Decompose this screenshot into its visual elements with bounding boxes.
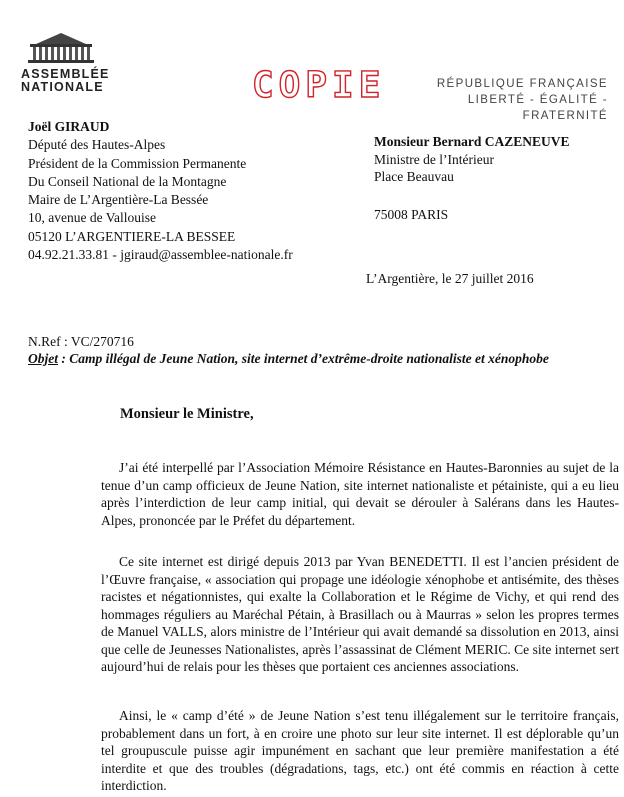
paragraph-text: Ainsi, le « camp d’été » de Jeune Nation s’est tenu illégalement sur le territoire français, probablement dans un fort, à en croire une photo sur leur site internet. Il est déplorable qu’un tel groupuscule puisse agir impunément en sachant que leur première manifestation a été interdite et que des troubles (dégradations, tags, etc.) ont été commis en réaction à cette interdiction. — [101, 708, 619, 793]
recipient-city: 75008 PARIS — [374, 206, 449, 222]
sender-name: Joël GIRAUD — [28, 119, 110, 134]
reference-block — [28, 333, 549, 367]
reference-number: N.Ref : VC/270716 — [28, 334, 134, 349]
logo-line-2: NATIONALE — [21, 80, 104, 94]
subject-line — [28, 350, 549, 367]
assemblee-building-icon — [28, 30, 94, 64]
republic-line-1: RÉPUBLIQUE FRANÇAISE — [436, 78, 608, 90]
copie-stamp: COPIE — [252, 65, 386, 106]
sender-line: 05120 L’ARGENTIERE-LA BESSEE — [28, 228, 236, 244]
body-paragraph-1 — [101, 459, 619, 529]
salutation: Monsieur le Ministre, — [120, 406, 254, 422]
republic-line-2: LIBERTÉ - ÉGALITÉ - FRATERNITÉ — [467, 94, 608, 122]
recipient-name: Monsieur Bernard CAZENEUVE — [374, 134, 570, 149]
republique-francaise-header — [405, 76, 608, 124]
recipient-block — [374, 133, 570, 223]
sender-block — [28, 118, 293, 264]
body-paragraph-2 — [101, 553, 619, 676]
recipient-title: Ministre de l’Intérieur — [374, 151, 494, 167]
sender-line: Maire de L’Argentière-La Bessée — [28, 192, 209, 208]
sender-line: Député des Hautes-Alpes — [28, 137, 166, 153]
letter-date: L’Argentière, le 27 juillet 2016 — [366, 271, 534, 286]
sender-contact: 04.92.21.33.81 - jgiraud@assemblee-nationale.fr — [28, 247, 293, 263]
sender-line: 10, avenue de Vallouise — [28, 210, 156, 226]
paragraph-text: J’ai été interpellé par l’Association Mémoire Résistance en Hautes-Baronnies au sujet de la tenue d’un camp officieux de Jeune Nation, site internet nationaliste et pétainiste, qui a eu lieu après l’interdiction de leur camp initial, qui devait se dérouler à Salérans dans les Hautes-Alpes, prononcée par le Préfet du département. — [101, 460, 619, 528]
sender-line: Président de la Commission Permanente — [28, 155, 247, 171]
body-paragraph-3 — [101, 707, 619, 795]
logo-line-1: ASSEMBLÉE — [21, 67, 110, 81]
subject-text: : Camp illégal de Jeune Nation, site internet d’extrême-droite nationaliste et xénophobe — [58, 351, 549, 366]
recipient-street: Place Beauvau — [374, 169, 454, 184]
sender-line: Du Conseil National de la Montagne — [28, 173, 227, 189]
assemblee-nationale-logo-text — [21, 68, 110, 94]
subject-label: Objet — [28, 351, 58, 366]
paragraph-text: Ce site internet est dirigé depuis 2013 par Yvan BENEDETTI. Il est l’ancien président de l’Œuvre française, « association qui propage une idéologie xénophobe et antisémite, des thèses racistes et négationnistes, qui exalte la Collaboration et le Régime de Vichy, et qui rend des hommages réguliers au Maréchal Pétain, à Brasillach ou à Maurras » selon les propres termes de Manuel VALLS, alors ministre de l’Intérieur qui avait demandé sa dissolution en 2013, ainsi que celle de Jeunesses Nationalistes, après l’assassinat de Clément MERIC. Ce site internet sert aujourd’hui de relais pour les thèses que portaient ces anciennes associations. — [101, 554, 619, 674]
